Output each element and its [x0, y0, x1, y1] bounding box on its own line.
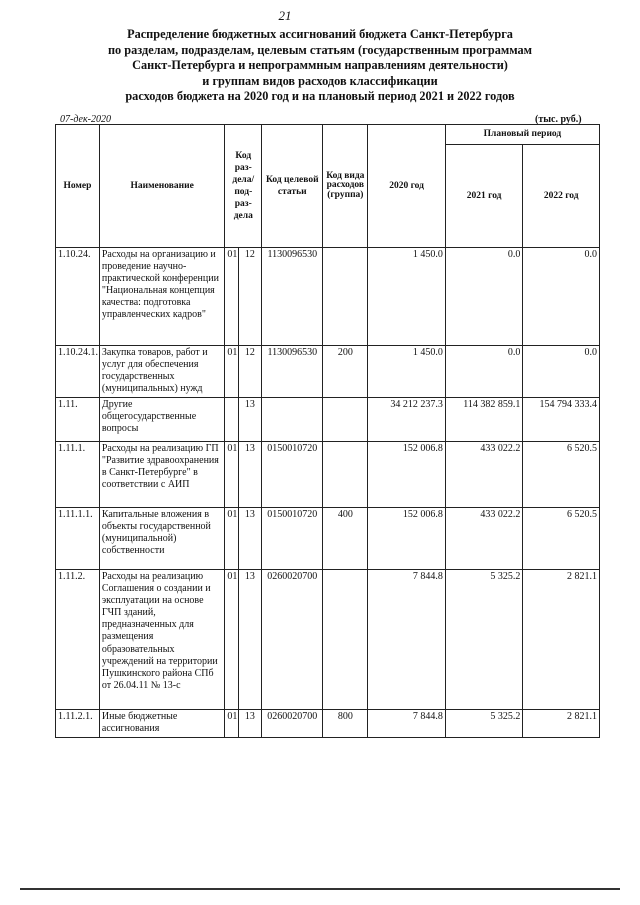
row-2022: 154 794 333.4 [523, 398, 600, 442]
title-line: Распределение бюджетных ассигнований бюджета Санкт-Петербурга [127, 27, 513, 41]
row-section [225, 398, 238, 442]
row-subsection: 12 [238, 346, 261, 398]
row-name: Капитальные вложения в объекты государственной (муниципальной) собственности [99, 508, 225, 570]
table-row [56, 248, 600, 346]
budget-table [55, 124, 600, 738]
row-target: 1130096530 [262, 346, 323, 398]
table-body [56, 248, 600, 738]
page-number: 21 [278, 8, 292, 23]
row-expense [323, 570, 368, 710]
row-target [262, 398, 323, 442]
units-label: (тыс. руб.) [535, 114, 582, 125]
row-name: Закупка товаров, работ и услуг для обеспечения государственных (муниципальных) нужд [99, 346, 225, 398]
row-section: 01 [225, 570, 238, 710]
row-2021: 0.0 [445, 248, 523, 346]
row-expense [323, 248, 368, 346]
row-2020: 7 844.8 [368, 710, 446, 738]
title-line: расходов бюджета на 2020 год и на плановый период 2021 и 2022 годов [125, 89, 515, 104]
title-line: по разделам, подразделам, целевым статьям (государственным программам [107, 42, 533, 57]
title-line: и группам видов расходов классификации [202, 73, 438, 88]
row-2021: 433 022.2 [445, 508, 523, 570]
header-name: Наименование [99, 125, 225, 248]
header-number: Номер [56, 125, 100, 248]
row-target: 0260020700 [262, 710, 323, 738]
table-row [56, 442, 600, 508]
row-2020: 7 844.8 [368, 570, 446, 710]
row-2022: 0.0 [523, 248, 600, 346]
row-expense [323, 442, 368, 508]
header-2021: 2021 год [445, 145, 523, 248]
table-row [56, 710, 600, 738]
row-target: 0260020700 [262, 570, 323, 710]
row-2020: 1 450.0 [368, 346, 446, 398]
row-2022: 2 821.1 [523, 710, 600, 738]
row-name: Расходы на организацию и проведение научно-практической конференции "Национальная концепция качества: подготовка управленческих кадров" [99, 248, 225, 346]
title-line: Санкт-Петербурга и непрограммным направлениям деятельности) [132, 58, 508, 73]
row-subsection: 13 [238, 570, 261, 710]
row-section: 01 [225, 248, 238, 346]
row-expense: 400 [323, 508, 368, 570]
header-expense: Код вида расходов (группа) [323, 125, 368, 248]
row-expense: 200 [323, 346, 368, 398]
row-2022: 6 520.5 [523, 442, 600, 508]
row-number: 1.10.24. [56, 248, 100, 346]
row-target: 0150010720 [262, 508, 323, 570]
header-2022: 2022 год [523, 145, 600, 248]
row-2021: 5 325.2 [445, 570, 523, 710]
row-2021: 433 022.2 [445, 442, 523, 508]
row-2020: 34 212 237.3 [368, 398, 446, 442]
row-2020: 152 006.8 [368, 508, 446, 570]
row-number: 1.11.2. [56, 570, 100, 710]
row-2022: 6 520.5 [523, 508, 600, 570]
row-subsection: 13 [238, 442, 261, 508]
header-2020: 2020 год [368, 125, 446, 248]
document-date: 07-дек-2020 [60, 114, 111, 125]
row-2020: 152 006.8 [368, 442, 446, 508]
document-title [30, 27, 610, 105]
row-number: 1.11.1.1. [56, 508, 100, 570]
table-row [56, 398, 600, 442]
row-subsection: 13 [238, 508, 261, 570]
row-2021: 114 382 859.1 [445, 398, 523, 442]
row-expense [323, 398, 368, 442]
table-row [56, 346, 600, 398]
row-number: 1.11.1. [56, 442, 100, 508]
row-target: 0150010720 [262, 442, 323, 508]
row-number: 1.10.24.1. [56, 346, 100, 398]
row-2021: 0.0 [445, 346, 523, 398]
row-expense: 800 [323, 710, 368, 738]
row-2020: 1 450.0 [368, 248, 446, 346]
page-bottom-rule [20, 888, 620, 890]
table-row [56, 508, 600, 570]
row-2021: 5 325.2 [445, 710, 523, 738]
row-target: 1130096530 [262, 248, 323, 346]
row-name: Расходы на реализацию Соглашения о создании и эксплуатации на основе ГЧП зданий, предназначенных для размещения образовательных учреждений на территории Пушкинского района СПб от 26.04.11 № 13-с [99, 570, 225, 710]
row-number: 1.11.2.1. [56, 710, 100, 738]
row-name: Иные бюджетные ассигнования [99, 710, 225, 738]
header-target: Код целевой статьи [262, 125, 323, 248]
row-section: 01 [225, 508, 238, 570]
row-subsection: 13 [238, 398, 261, 442]
row-name: Расходы на реализацию ГП "Развитие здравоохранения в Санкт-Петербурге" в соответствии с АИП [99, 442, 225, 508]
row-subsection: 13 [238, 710, 261, 738]
row-2022: 2 821.1 [523, 570, 600, 710]
row-section: 01 [225, 346, 238, 398]
row-section: 01 [225, 710, 238, 738]
table-row [56, 570, 600, 710]
row-number: 1.11. [56, 398, 100, 442]
row-2022: 0.0 [523, 346, 600, 398]
row-section: 01 [225, 442, 238, 508]
row-subsection: 12 [238, 248, 261, 346]
header-section: Код раз- дела/ под- раз- дела [225, 125, 262, 248]
header-planned: Плановый период [445, 125, 599, 145]
row-name: Другие общегосударственные вопросы [99, 398, 225, 442]
